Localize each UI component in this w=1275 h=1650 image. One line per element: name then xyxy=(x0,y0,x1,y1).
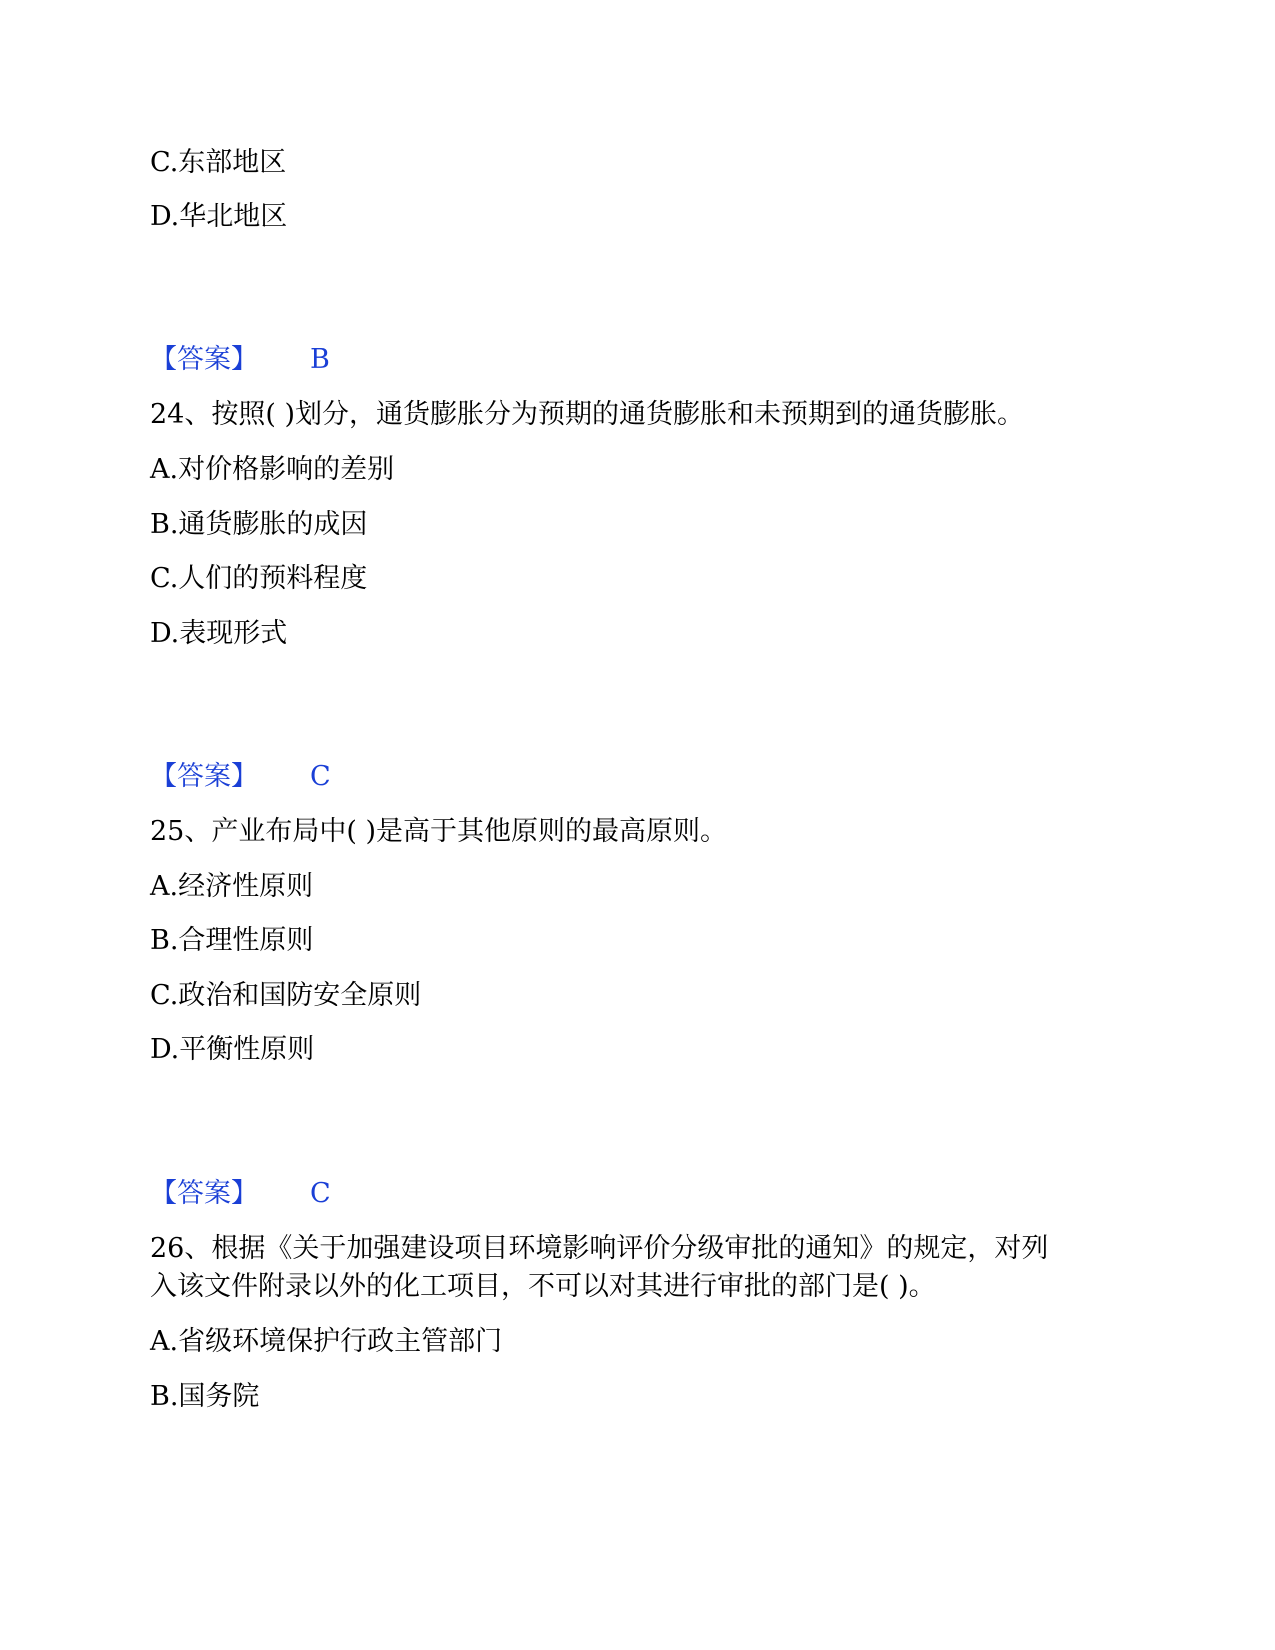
question-stem: 25、产业布局中( )是高于其他原则的最高原则。 xyxy=(150,816,728,847)
answer-label: 【答案】 xyxy=(150,1178,258,1209)
answer-row xyxy=(150,1177,331,1211)
option-a: A.经济性原则 xyxy=(150,871,314,902)
option-b: B.合理性原则 xyxy=(150,925,314,956)
question-stem: 24、按照( )划分，通货膨胀分为预期的通货膨胀和未预期到的通货膨胀。 xyxy=(150,399,1025,430)
option-b: B.通货膨胀的成因 xyxy=(150,509,368,540)
option-d: D.表现形式 xyxy=(150,618,288,649)
option-b: B.国务院 xyxy=(150,1381,260,1412)
answer-value: C xyxy=(310,761,331,792)
option-d: D.平衡性原则 xyxy=(150,1034,315,1065)
answer-row xyxy=(150,343,330,377)
answer-value: B xyxy=(310,344,330,375)
question-stem-line-2: 入该文件附录以外的化工项目，不可以对其进行审批的部门是( )。 xyxy=(150,1271,936,1302)
option-d: D.华北地区 xyxy=(150,201,288,232)
answer-row xyxy=(150,760,331,794)
option-c: C.政治和国防安全原则 xyxy=(150,980,422,1011)
option-a: A.省级环境保护行政主管部门 xyxy=(150,1326,503,1357)
answer-label: 【答案】 xyxy=(150,344,258,375)
question-stem-line-1: 26、根据《关于加强建设项目环境影响评价分级审批的通知》的规定，对列 xyxy=(150,1233,1049,1264)
answer-label: 【答案】 xyxy=(150,761,258,792)
answer-value: C xyxy=(310,1178,331,1209)
option-c: C.人们的预料程度 xyxy=(150,563,368,594)
option-c: C.东部地区 xyxy=(150,147,287,178)
option-a: A.对价格影响的差别 xyxy=(150,454,395,485)
